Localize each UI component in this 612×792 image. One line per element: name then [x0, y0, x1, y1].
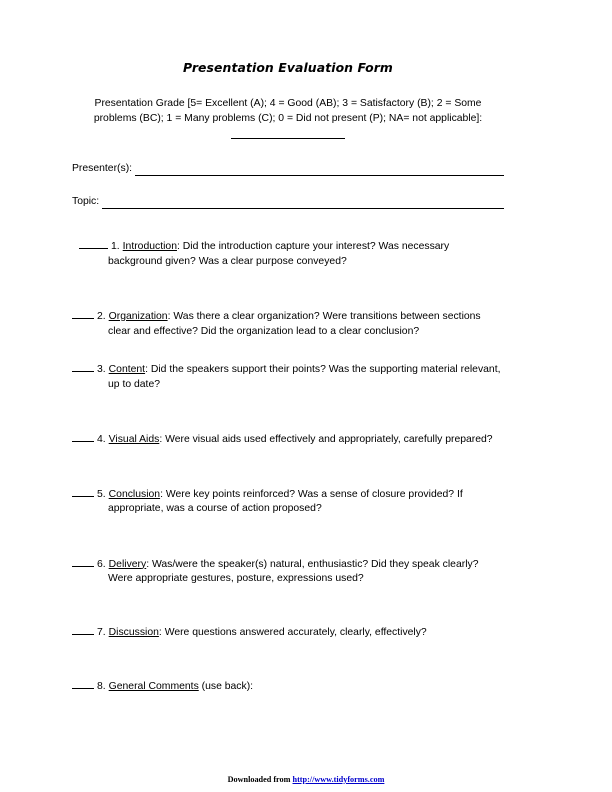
item-number-8: 8.: [97, 681, 106, 692]
score-blank-6[interactable]: [72, 557, 94, 567]
item-body-5: Were key points reinforced? Was a sense of closure provided? If appropriate, was a course of action proposed?: [108, 488, 463, 514]
score-blank-5[interactable]: [72, 487, 94, 497]
spacer: [72, 587, 504, 625]
score-blank-2[interactable]: [72, 309, 94, 319]
item-number-3: 3.: [97, 364, 106, 375]
score-blank-7[interactable]: [72, 625, 94, 635]
spacer: [72, 392, 504, 432]
evaluation-item-introduction: [72, 239, 504, 269]
item-term-7: Discussion: [108, 626, 159, 638]
spacer: [72, 269, 504, 309]
spacer: [72, 640, 504, 679]
page-footer: [0, 775, 612, 785]
item-body-4: Were visual aids used effectively and appropriately, carefully prepared?: [162, 434, 493, 445]
grade-entry-blank[interactable]: [231, 138, 345, 139]
score-blank-8[interactable]: [72, 679, 94, 689]
item-term-2: Organization: [108, 311, 168, 322]
item-number-2: 2.: [97, 311, 106, 322]
spacer: [72, 517, 504, 557]
item-term-1: Introduction: [122, 241, 177, 252]
evaluation-item-delivery: [72, 557, 504, 587]
item-number-6: 6.: [97, 558, 106, 570]
item-term-8: General Comments: [108, 681, 199, 692]
spacer: [72, 228, 504, 239]
evaluation-item-discussion: [72, 625, 504, 641]
item-body-1: Did the introduction capture your interest? Was necessary background given? Was a clear purpose conveyed?: [108, 241, 450, 267]
document-content: [72, 60, 504, 695]
topic-field-row: [72, 195, 504, 209]
topic-input-blank[interactable]: [102, 197, 504, 209]
evaluation-item-content: [72, 362, 504, 392]
spacer: [72, 448, 504, 487]
evaluation-item-organization: [72, 309, 504, 339]
item-term-5: Conclusion: [108, 488, 161, 500]
grade-entry-rule-wrap: [72, 130, 504, 148]
spacer: [72, 339, 504, 362]
item-separator-4: :: [159, 434, 163, 445]
item-number-7: 7.: [97, 626, 106, 638]
page-title: Presentation Evaluation Form: [183, 60, 393, 75]
item-number-4: 4.: [97, 434, 106, 445]
footer-source-link[interactable]: http://www.tidyforms.com: [292, 775, 385, 784]
item-body-8: (use back):: [198, 681, 254, 692]
evaluation-item-general-comments: [72, 679, 504, 695]
presenter-label: Presenter(s):: [72, 163, 133, 174]
item-term-6: Delivery: [108, 558, 147, 570]
item-separator-1: :: [176, 241, 180, 252]
evaluation-item-conclusion: [72, 487, 504, 517]
item-number-5: 5.: [97, 488, 106, 500]
item-separator-7: :: [158, 626, 162, 638]
item-body-2: Was there a clear organization? Were transitions between sections clear and effective? Did the organization lead to a clear conclusion?: [108, 311, 481, 337]
footer-label: Downloaded from: [227, 775, 293, 784]
item-term-3: Content: [108, 364, 146, 375]
item-body-3: Did the speakers support their points? Was the supporting material relevant, up to date?: [108, 364, 501, 390]
presenter-input-blank[interactable]: [135, 164, 504, 176]
item-number-1: 1.: [111, 241, 120, 252]
item-separator-2: :: [167, 311, 171, 322]
item-separator-5: :: [160, 488, 163, 500]
item-term-4: Visual Aids: [108, 434, 160, 445]
item-separator-6: :: [146, 558, 150, 570]
topic-label: Topic:: [72, 196, 100, 207]
presenter-field-row: [72, 162, 504, 176]
item-body-6: Was/were the speaker(s) natural, enthusiastic? Did they speak clearly? Were appropriate gestures, posture, expressions used?: [108, 558, 479, 584]
grade-scale-legend: Presentation Grade [5= Excellent (A); 4 = Good (AB); 3 = Satisfactory (B); 2 = Some problems (BC); 1 = Many problems (C); 0 = Did not present (P); NA= not applicable]:: [93, 98, 483, 124]
score-blank-4[interactable]: [72, 432, 94, 442]
score-blank-1[interactable]: [79, 239, 108, 249]
item-body-7: Were questions answered accurately, clearly, effectively?: [161, 626, 427, 638]
score-blank-3[interactable]: [72, 362, 94, 372]
item-separator-3: :: [145, 364, 148, 375]
evaluation-item-visual-aids: [72, 432, 504, 448]
